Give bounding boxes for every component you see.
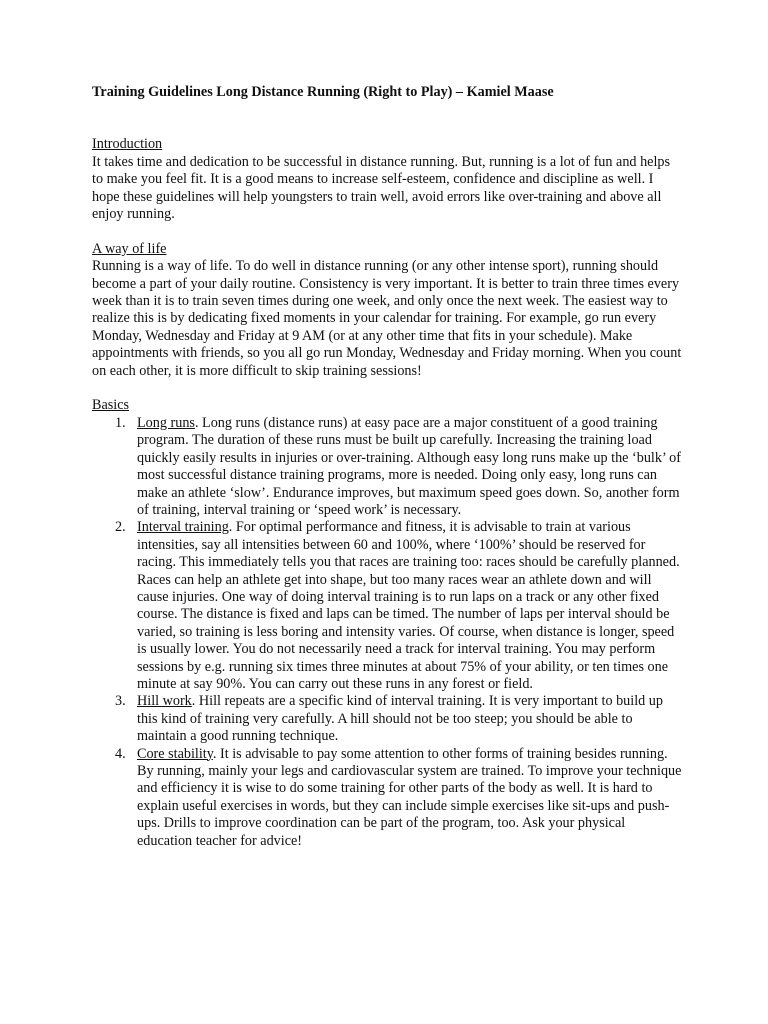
list-item-text: . Long runs (distance runs) at easy pace are a major constituent of a good training program. The duration of these runs must be built up carefully. Increasing the training load quickly easily results in injuries or over-training. Although easy long runs make up the ‘bulk’ of most successful distance training programs, more is needed. Doing only easy, long runs can make an athlete ‘slow’. Endurance improves, but maximum speed goes down. So, another form of training, interval training or ‘speed work’ is necessary.: [137, 414, 681, 518]
list-item-interval-training: [92, 519, 682, 693]
list-item-term: Long runs: [137, 414, 195, 431]
list-item-term: Interval training: [137, 519, 229, 536]
list-item-text: . It is advisable to pay some attention to other forms of training besides running. By running, mainly your legs and cardiovascular system are trained. To improve your technique and efficiency it is wise to do some training for other parts of the body as well. It is hard to explain useful exercises in words, but they can include simple exercises like sit-ups and push-ups. Drills to improve coordination can be part of the program, too. Ask your physical education teacher for advice!: [137, 745, 682, 849]
list-item-number: 4.: [115, 745, 126, 762]
section-heading-basics: Basics: [92, 397, 130, 414]
list-item-number: 1.: [115, 414, 126, 431]
section-body-introduction: It takes time and dedication to be successful in distance running. But, running is a lot of fun and helps to make you feel fit. It is a good means to increase self-esteem, confidence and discipline as well. I hope these guidelines will help youngsters to train well, avoid errors like over-training and above all enjoy running.: [92, 153, 671, 223]
list-item-hill-work: [92, 693, 682, 745]
section-heading-introduction: Introduction: [92, 136, 163, 153]
basics-list: [92, 415, 682, 850]
list-item-number: 2.: [115, 519, 126, 536]
list-item-text: . For optimal performance and fitness, it is advisable to train at various intensities, say all intensities between 60 and 100%, where ‘100%’ should be reserved for racing. This immediately tells you that races are training too: races should be carefully planned. Races can help an athlete get into shape, but too many races wear an athlete down and will cause injuries. One way of doing interval training is to run laps on a track or any other fixed course. The distance is fixed and laps can be timed. The number of laps per interval should be varied, so training is less boring and intensity varies. Of course, when distance is longer, speed is usually lower. You do not necessarily need a track for interval training. You may perform sessions by e.g. running six times three minutes at about 75% of your ability, or ten times one minute at say 90%. You can carry out these runs in any forest or field.: [137, 519, 680, 692]
list-item-text: . Hill repeats are a specific kind of interval training. It is very important to build up this kind of training very carefully. A hill should not be too steep; you should be able to maintain a good running technique.: [137, 693, 663, 745]
list-item-number: 3.: [115, 693, 126, 710]
section-basics: [92, 397, 682, 850]
document-page: [92, 84, 682, 867]
list-item-core-stability: [92, 746, 682, 850]
document-title: Training Guidelines Long Distance Running (Right to Play) – Kamiel Maase: [92, 84, 554, 100]
section-body-way-of-life: Running is a way of life. To do well in distance running (or any other intense sport), running should become a part of your daily routine. Consistency is very important. It is better to train three times every week than it is to train seven times during one week, and only once the next week. The easiest way to realize this is by dedicating fixed moments in your calendar for training. For example, go run every Monday, Wednesday and Friday at 9 AM (or at any other time that fits in your schedule). Make appointments with friends, so you all go run Monday, Wednesday and Friday morning. When you count on each other, it is more difficult to skip training sessions!: [92, 258, 682, 379]
list-item-term: Hill work: [137, 693, 192, 710]
section-heading-way-of-life: A way of life: [92, 240, 167, 257]
list-item-term: Core stability: [137, 745, 213, 762]
section-way-of-life: [92, 241, 682, 380]
list-item-long-runs: [92, 415, 682, 519]
section-introduction: [92, 136, 682, 223]
